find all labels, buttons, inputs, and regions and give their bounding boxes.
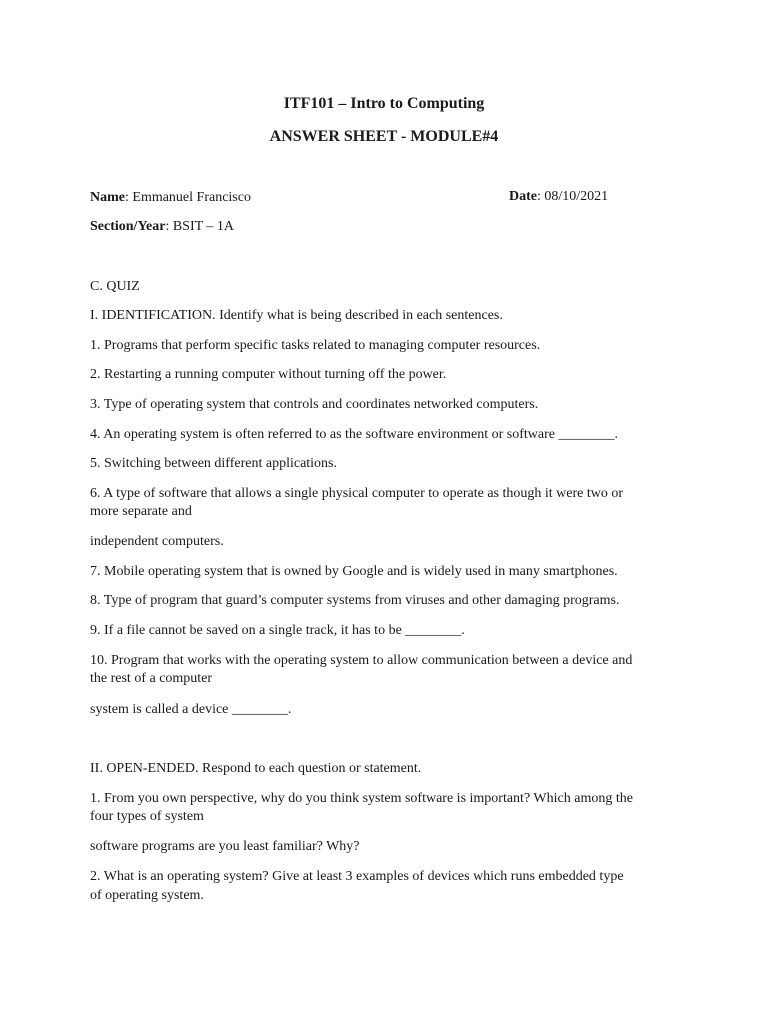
name-line xyxy=(90,189,251,207)
section-value: : BSIT – 1A xyxy=(165,219,235,234)
quiz-item: 8. Type of program that guard’s computer systems from viruses and other damaging programs. xyxy=(90,593,620,608)
date-line xyxy=(509,189,608,205)
quiz-item: 2. Restarting a running computer without turning off the power. xyxy=(90,367,447,382)
quiz-item: 4. An operating system is often referred to as the software environment or software ________. xyxy=(90,427,618,442)
quiz-heading: C. QUIZ xyxy=(90,279,140,294)
name-value: : Emmanuel Francisco xyxy=(125,190,251,205)
name-label: Name xyxy=(90,190,125,205)
section-label: Section/Year xyxy=(90,219,166,234)
open-item: 2. What is an operating system? Give at least 3 examples of devices which runs embedded type xyxy=(90,869,624,884)
quiz-item: 3. Type of operating system that controls and coordinates networked computers. xyxy=(90,397,539,412)
course-title: ITF101 – Intro to Computing xyxy=(283,95,485,112)
quiz-item: independent computers. xyxy=(90,534,224,549)
sheet-title: ANSWER SHEET - MODULE#4 xyxy=(269,128,499,145)
quiz-item: 7. Mobile operating system that is owned by Google and is widely used in many smartphones. xyxy=(90,564,618,579)
quiz-item: 6. A type of software that allows a single physical computer to operate as though it were two or xyxy=(90,486,624,501)
date-label: Date xyxy=(509,189,537,204)
open-item: 1. From you own perspective, why do you think system software is important? Which among the xyxy=(90,791,633,806)
quiz-item: the rest of a computer xyxy=(90,671,213,686)
quiz-item: 9. If a file cannot be saved on a single track, it has to be ________. xyxy=(90,623,465,638)
open-item: of operating system. xyxy=(90,888,204,903)
section-line xyxy=(90,218,234,236)
quiz-item: 5. Switching between different applications. xyxy=(90,456,338,471)
identification-heading: I. IDENTIFICATION. Identify what is being described in each sentences. xyxy=(90,308,503,323)
quiz-item: 10. Program that works with the operating system to allow communication between a device and xyxy=(90,653,633,668)
open-item: four types of system xyxy=(90,809,204,824)
quiz-item: 1. Programs that perform specific tasks related to managing computer resources. xyxy=(90,338,541,353)
open-ended-heading: II. OPEN-ENDED. Respond to each question or statement. xyxy=(90,761,422,776)
quiz-item: system is called a device ________. xyxy=(90,702,292,717)
open-item: software programs are you least familiar? Why? xyxy=(90,839,360,854)
date-value: : 08/10/2021 xyxy=(537,189,609,204)
quiz-item: more separate and xyxy=(90,504,192,519)
